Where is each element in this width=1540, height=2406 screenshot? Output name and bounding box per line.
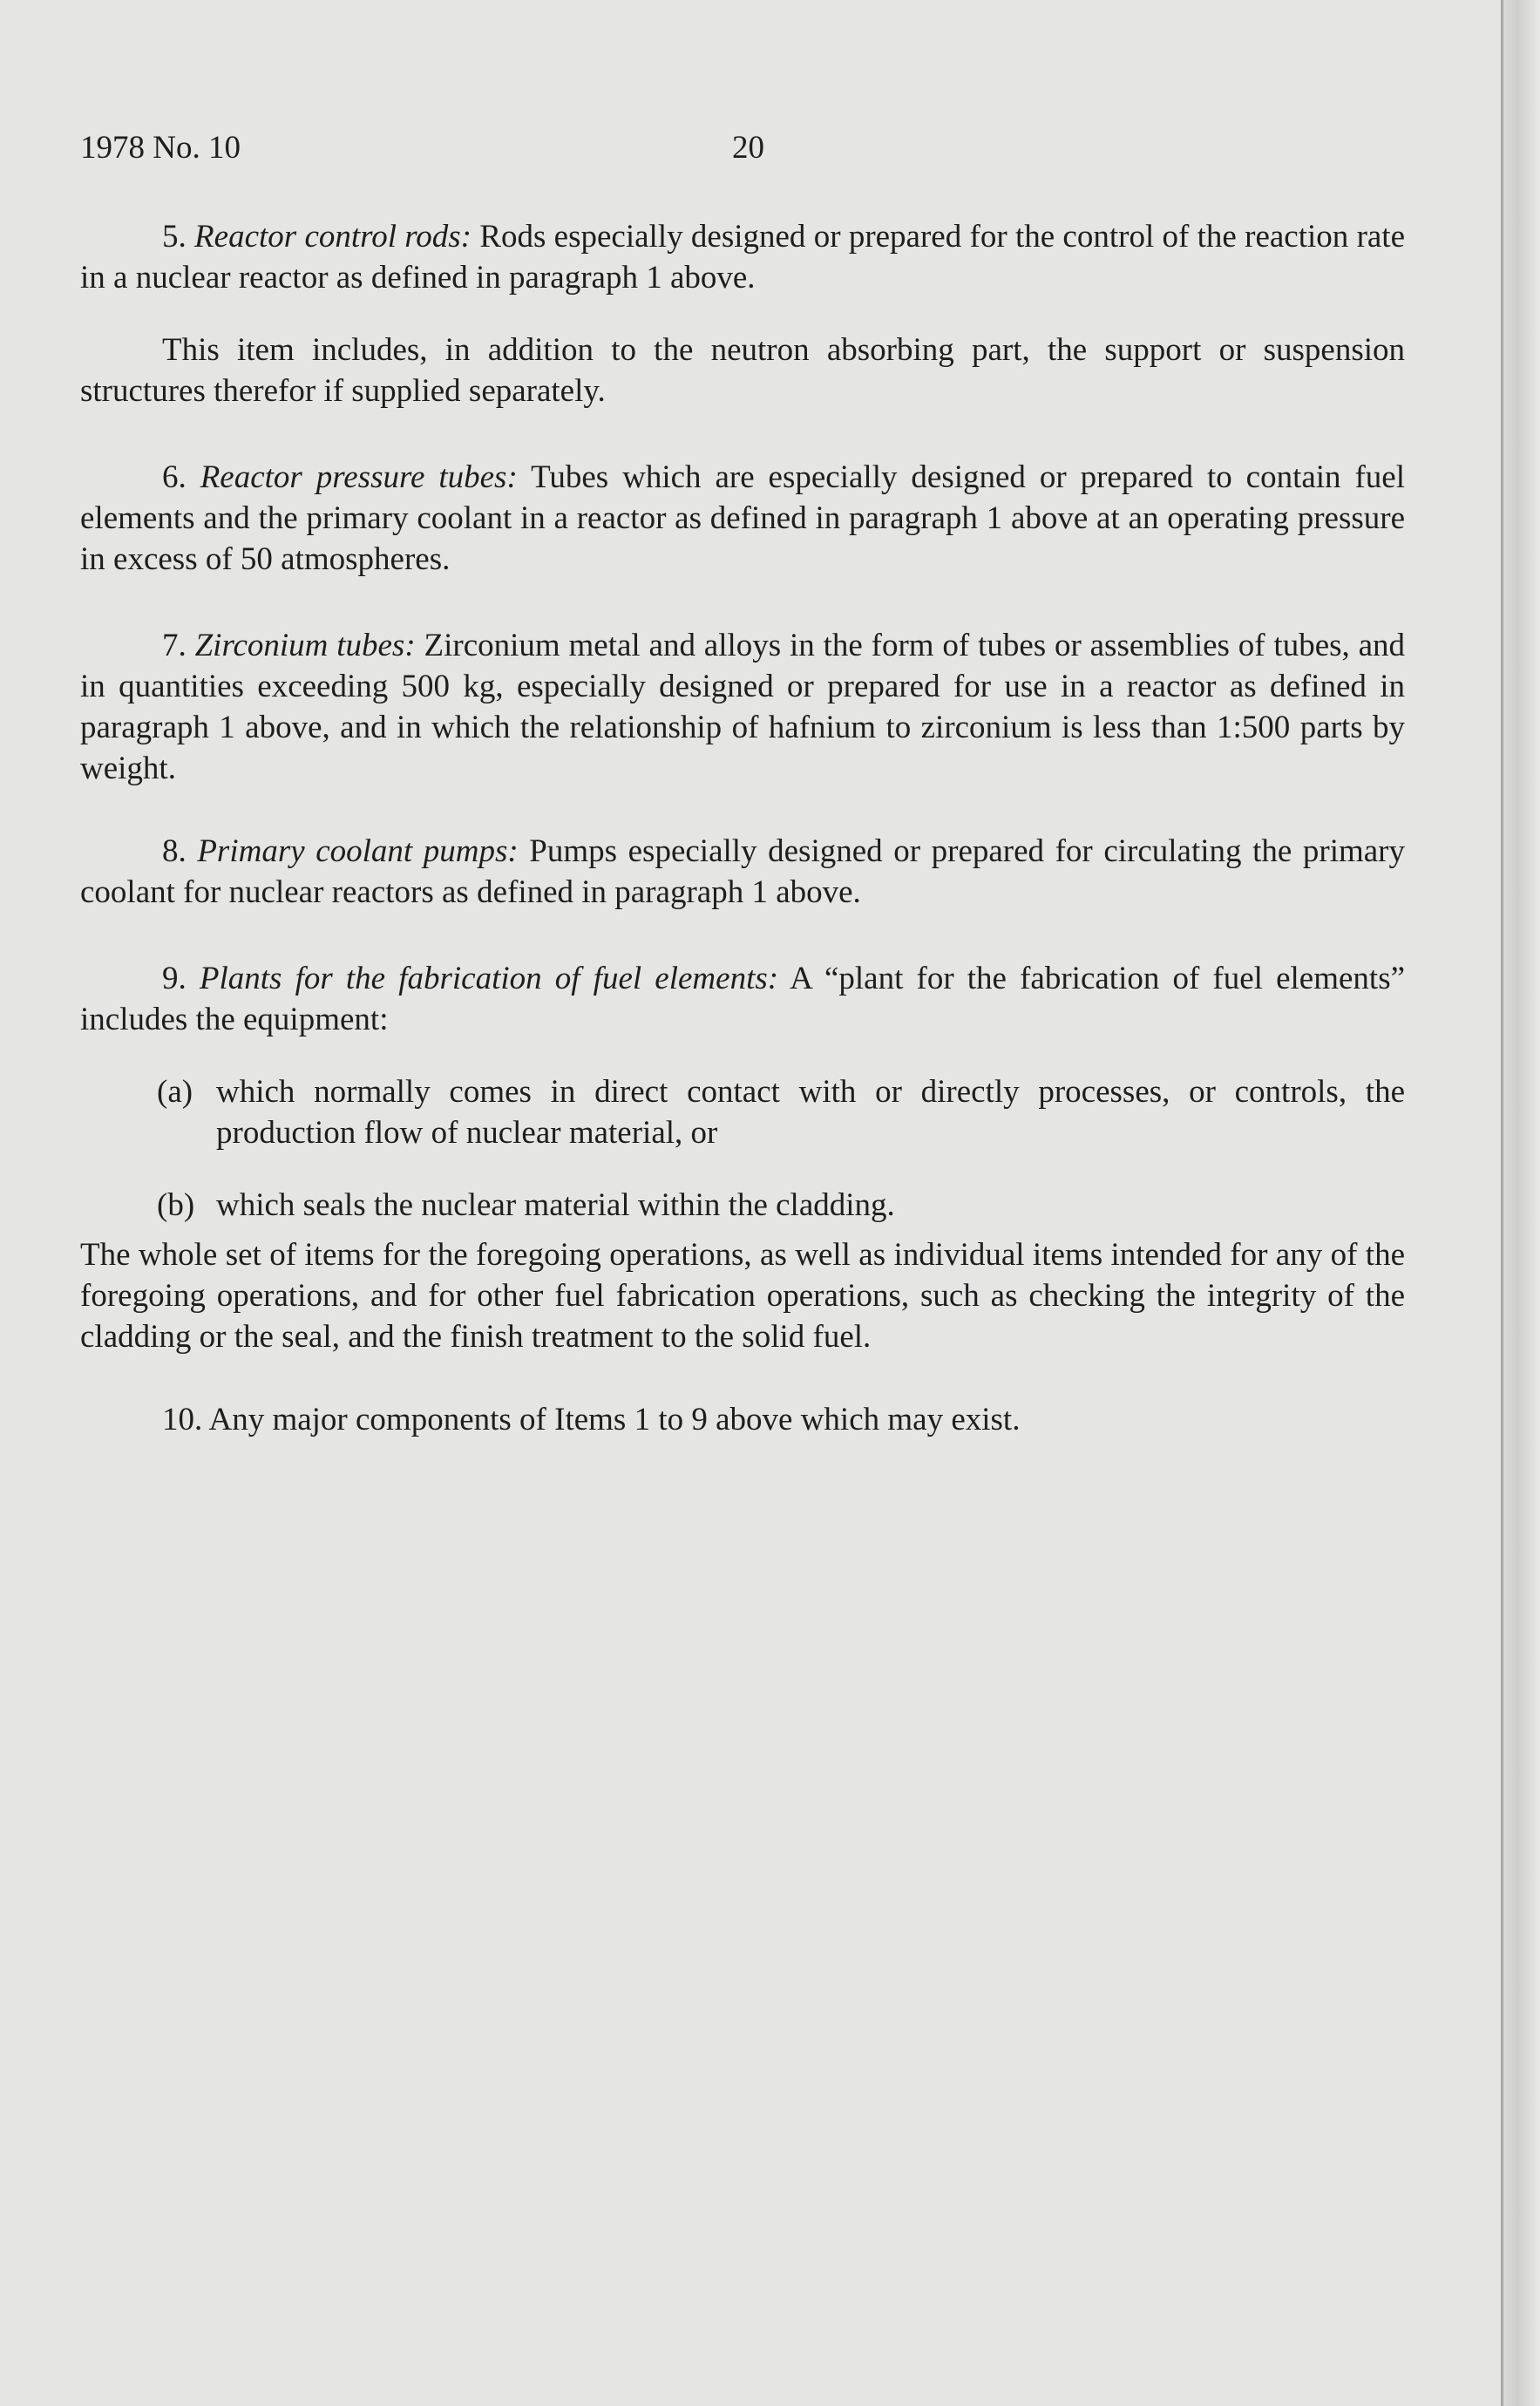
item-6-paragraph (80, 457, 1405, 580)
item-8-text: Pumps especially designed or prepared for circulating the primary coolant for nuclear reactors as defined in paragraph 1 above. (80, 833, 1405, 910)
item-9-sub-b-label: (b) (157, 1187, 195, 1223)
item-9-sub-a (80, 1071, 1405, 1153)
item-9-number: 9. (162, 961, 187, 996)
item-6-number: 6. (162, 459, 187, 495)
item-7-title: Zirconium tubes: (194, 628, 416, 663)
item-7-paragraph (80, 625, 1405, 789)
item-5-paragraph (80, 216, 1405, 298)
item-10-text: Any major components of Items 1 to 9 above which may exist. (208, 1402, 1021, 1437)
item-9-closing: The whole set of items for the foregoing operations, as well as individual items intended for any of the foregoing operations, and for other fuel fabrication operations, such as checking the integrity of the cladding or the seal, and the finish treatment to the solid fuel. (80, 1237, 1405, 1355)
document-body (80, 216, 1405, 1440)
item-5-text: Rods especially designed or prepared for the control of the reaction rate in a nuclear reactor as defined in paragraph 1 above. (80, 219, 1406, 296)
item-7-number: 7. (162, 628, 187, 663)
item-10-paragraph (80, 1399, 1405, 1440)
item-9-sub-b-text: which seals the nuclear material within the cladding. (216, 1187, 895, 1223)
item-8-paragraph (80, 831, 1405, 913)
item-10-number: 10. (162, 1402, 203, 1437)
item-5-number: 5. (162, 219, 187, 255)
item-8-title: Primary coolant pumps: (197, 833, 519, 869)
item-9-paragraph (80, 958, 1405, 1040)
item-8-number: 8. (162, 833, 187, 869)
item-9-text: A “plant for the fabrication of fuel elements” includes the equipment: (80, 961, 1406, 1037)
item-9-sub-a-text: which normally comes in direct contact with or directly processes, or controls, the production flow of nuclear material, or (216, 1074, 1405, 1151)
item-6-text: Tubes which are especially designed or prepared to contain fuel elements and the primary coolant in a reactor as defined in paragraph 1 above at an operating pressure in excess of 50 atmospheres. (80, 459, 1406, 577)
item-9-title: Plants for the fabrication of fuel elements: (199, 961, 779, 996)
item-6-title: Reactor pressure tubes: (200, 459, 518, 495)
page-header (80, 129, 1405, 173)
item-7-text: Zirconium metal and alloys in the form of tubes or assemblies of tubes, and in quantities exceeding 500 kg, especially designed or prepared for use in a reactor as defined in paragraph 1 above, and in which the relationship of hafnium to zirconium is less than 1:500 parts by weight. (80, 628, 1406, 786)
item-9-sub-a-label: (a) (157, 1074, 193, 1110)
page-number: 20 (732, 130, 764, 166)
item-9-sub-b (80, 1185, 1405, 1226)
binding-edge (1501, 0, 1540, 2406)
item-5-note: This item includes, in addition to the neutron absorbing part, the support or suspension structures therefor if supplied separately. (80, 332, 1405, 409)
document-reference: 1978 No. 10 (80, 130, 241, 166)
item-5-title: Reactor control rods: (194, 219, 472, 255)
